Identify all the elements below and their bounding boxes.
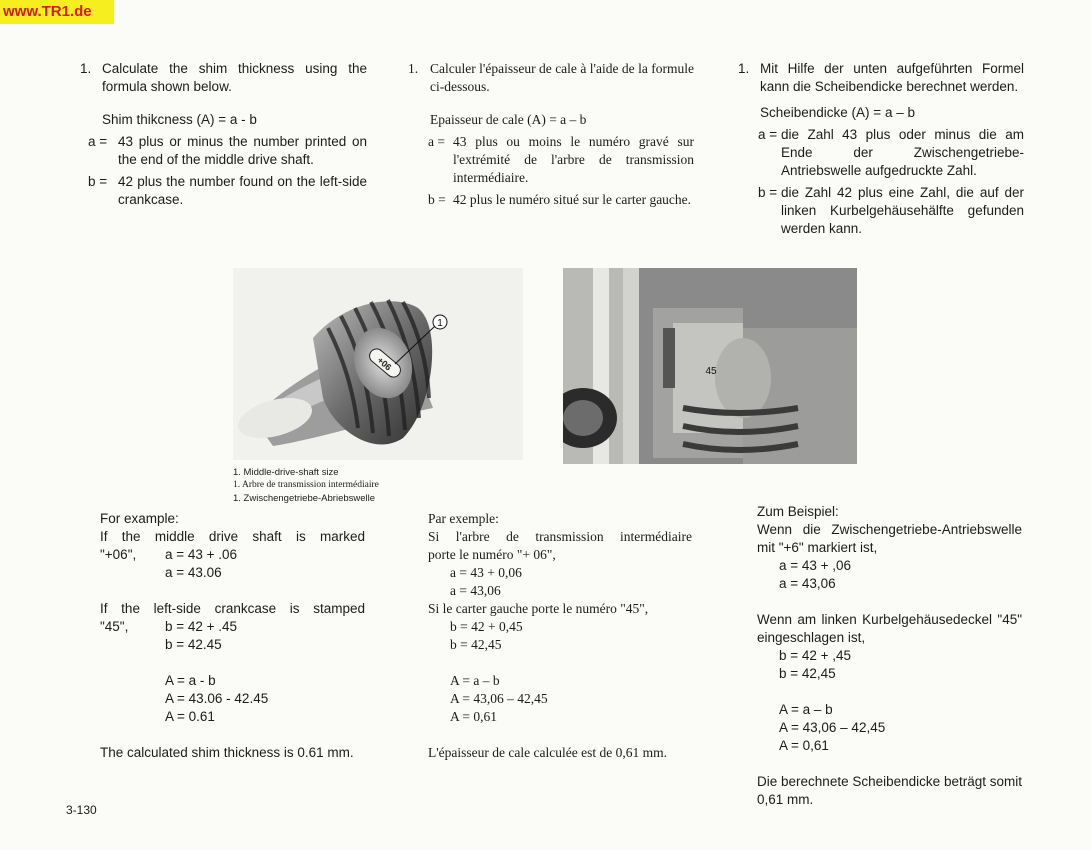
ex1-calc1: a = 43 + .06 [165, 547, 238, 562]
ex2-line1: Si le carter gauche porte le numéro "45", [428, 601, 649, 616]
ex1-calc1: a = 43 + ,06 [779, 558, 852, 573]
result-line2: A = 43,06 – 42,45 [450, 691, 548, 706]
bevel-gear-illustration [233, 268, 523, 460]
def-b-text: 42 plus the number found on the left-side crankcase. [118, 174, 367, 207]
ex2-calc1: b = 42 + ,45 [779, 648, 852, 663]
ex1-calc2: a = 43,06 [450, 583, 501, 598]
crankcase-illustration [563, 268, 857, 464]
step-text: Mit Hilfe der unten aufgeführten Formel kann die Scheibendicke berechnet werden. [760, 61, 1024, 94]
result-line3: A = 0,61 [779, 738, 829, 753]
german-instructions [738, 60, 1024, 238]
ex2-line1: If the left-side crankcase is stamped [100, 601, 365, 616]
ex1-calc-row [100, 546, 365, 564]
ex2-calc2: b = 42.45 [165, 637, 222, 652]
french-step [408, 60, 694, 96]
def-a-text: die Zahl 43 plus oder minus die am Ende der Zwischengetriebe-Antriebswelle aufgedruckte Zahl. [781, 127, 1024, 178]
site-badge[interactable]: www.TR1.de [0, 0, 114, 24]
def-a-label: a = [428, 134, 445, 149]
shaft-mark-text: +06 [375, 355, 394, 373]
def-b-label: b = [88, 174, 108, 189]
step-number: 1. [408, 61, 419, 76]
ex1-line1: Si l'arbre de transmission intermédiaire [428, 529, 692, 544]
german-step [738, 60, 1024, 96]
ex2-calc1: b = 42 + 0,45 [450, 619, 523, 634]
step-number: 1. [80, 61, 92, 76]
def-b-label: b = [758, 185, 778, 200]
result-line3: A = 0.61 [165, 709, 215, 724]
ex2-calc2: b = 42,45 [779, 666, 836, 681]
step-number: 1. [738, 61, 750, 76]
def-a-label: a = [758, 127, 778, 142]
def-a-text: 43 plus ou moins le numéro gravé sur l'extrémité de l'arbre de transmission intermédiaire. [453, 134, 694, 185]
figure-captions [233, 466, 493, 505]
conclusion: L'épaisseur de cale calculée est de 0,61 mm. [428, 745, 667, 760]
definition-a [738, 126, 1024, 180]
result-line1: A = a - b [165, 673, 216, 688]
german-example [757, 503, 1022, 809]
ex1-mark: "+06", [100, 547, 137, 562]
def-b-label: b = [428, 192, 446, 207]
result-line3: A = 0,61 [450, 709, 497, 724]
ex1-line2: porte le numéro "+ 06", [428, 547, 556, 562]
ex1-line1: Wenn die Zwischengetriebe-Antriebswelle mit "+6" markiert ist, [757, 522, 1022, 555]
ex1-calc2: a = 43.06 [165, 565, 222, 580]
ex2-mark: "45", [100, 619, 129, 634]
result-line2: A = 43,06 – 42,45 [779, 720, 886, 735]
page-number: 3-130 [66, 803, 97, 817]
example-heading: For example: [100, 511, 179, 526]
ex1-calc1: a = 43 + 0,06 [450, 565, 522, 580]
def-a-text: 43 plus or minus the number printed on the end of the middle drive shaft. [118, 134, 367, 167]
shaft-photo [233, 268, 523, 460]
definition-b [408, 191, 694, 209]
crankcase-stamp-text: 45 [705, 366, 717, 377]
definition-b [738, 184, 1024, 238]
definition-a [408, 133, 694, 187]
result-line1: A = a – b [779, 702, 833, 717]
english-instructions [80, 60, 367, 209]
ex2-calc1: b = 42 + .45 [165, 619, 238, 634]
ex1-calc2: a = 43,06 [779, 576, 836, 591]
caption-de: 1. Zwischengetriebe-Abriebswelle [233, 493, 376, 504]
example-heading: Par exemple: [428, 511, 499, 526]
definition-b [80, 173, 367, 209]
example-heading: Zum Beispiel: [757, 504, 839, 519]
def-a-label: a = [88, 134, 108, 149]
english-example [100, 510, 365, 762]
ex2-line1: Wenn am linken Kurbelgehäusedeckel "45" eingeschlagen ist, [757, 612, 1022, 645]
english-step [80, 60, 367, 96]
ex2-calc-row [100, 618, 365, 636]
definition-a [80, 133, 367, 169]
callout-number: 1 [437, 318, 443, 329]
def-b-text: 42 plus le numéro situé sur le carter gauche. [453, 192, 692, 207]
step-text: Calculer l'épaisseur de cale à l'aide de la formule ci-dessous. [430, 61, 694, 94]
step-text: Calculate the shim thickness using the formula shown below. [102, 61, 367, 94]
crankcase-photo [563, 268, 857, 464]
formula: Scheibendicke (A) = a – b [760, 105, 915, 120]
french-example [428, 510, 692, 762]
result-line2: A = 43.06 - 42.45 [165, 691, 269, 706]
formula: Epaisseur de cale (A) = a – b [430, 112, 587, 127]
caption-fr: 1. Arbre de transmission intermédiaire [233, 480, 379, 490]
ex1-line1: If the middle drive shaft is marked [100, 529, 365, 544]
result-line1: A = a – b [450, 673, 500, 688]
formula: Shim thikcness (A) = a - b [102, 112, 257, 127]
conclusion: The calculated shim thickness is 0.61 mm. [100, 745, 354, 760]
conclusion: Die berechnete Scheibendicke beträgt somit 0,61 mm. [757, 774, 1022, 807]
caption-en: 1. Middle-drive-shaft size [233, 467, 339, 478]
ex2-calc2: b = 42,45 [450, 637, 502, 652]
french-instructions [408, 60, 694, 209]
def-b-text: die Zahl 42 plus eine Zahl, die auf der linken Kurbelgehäusehälfte gefunden werden kann. [781, 185, 1024, 236]
